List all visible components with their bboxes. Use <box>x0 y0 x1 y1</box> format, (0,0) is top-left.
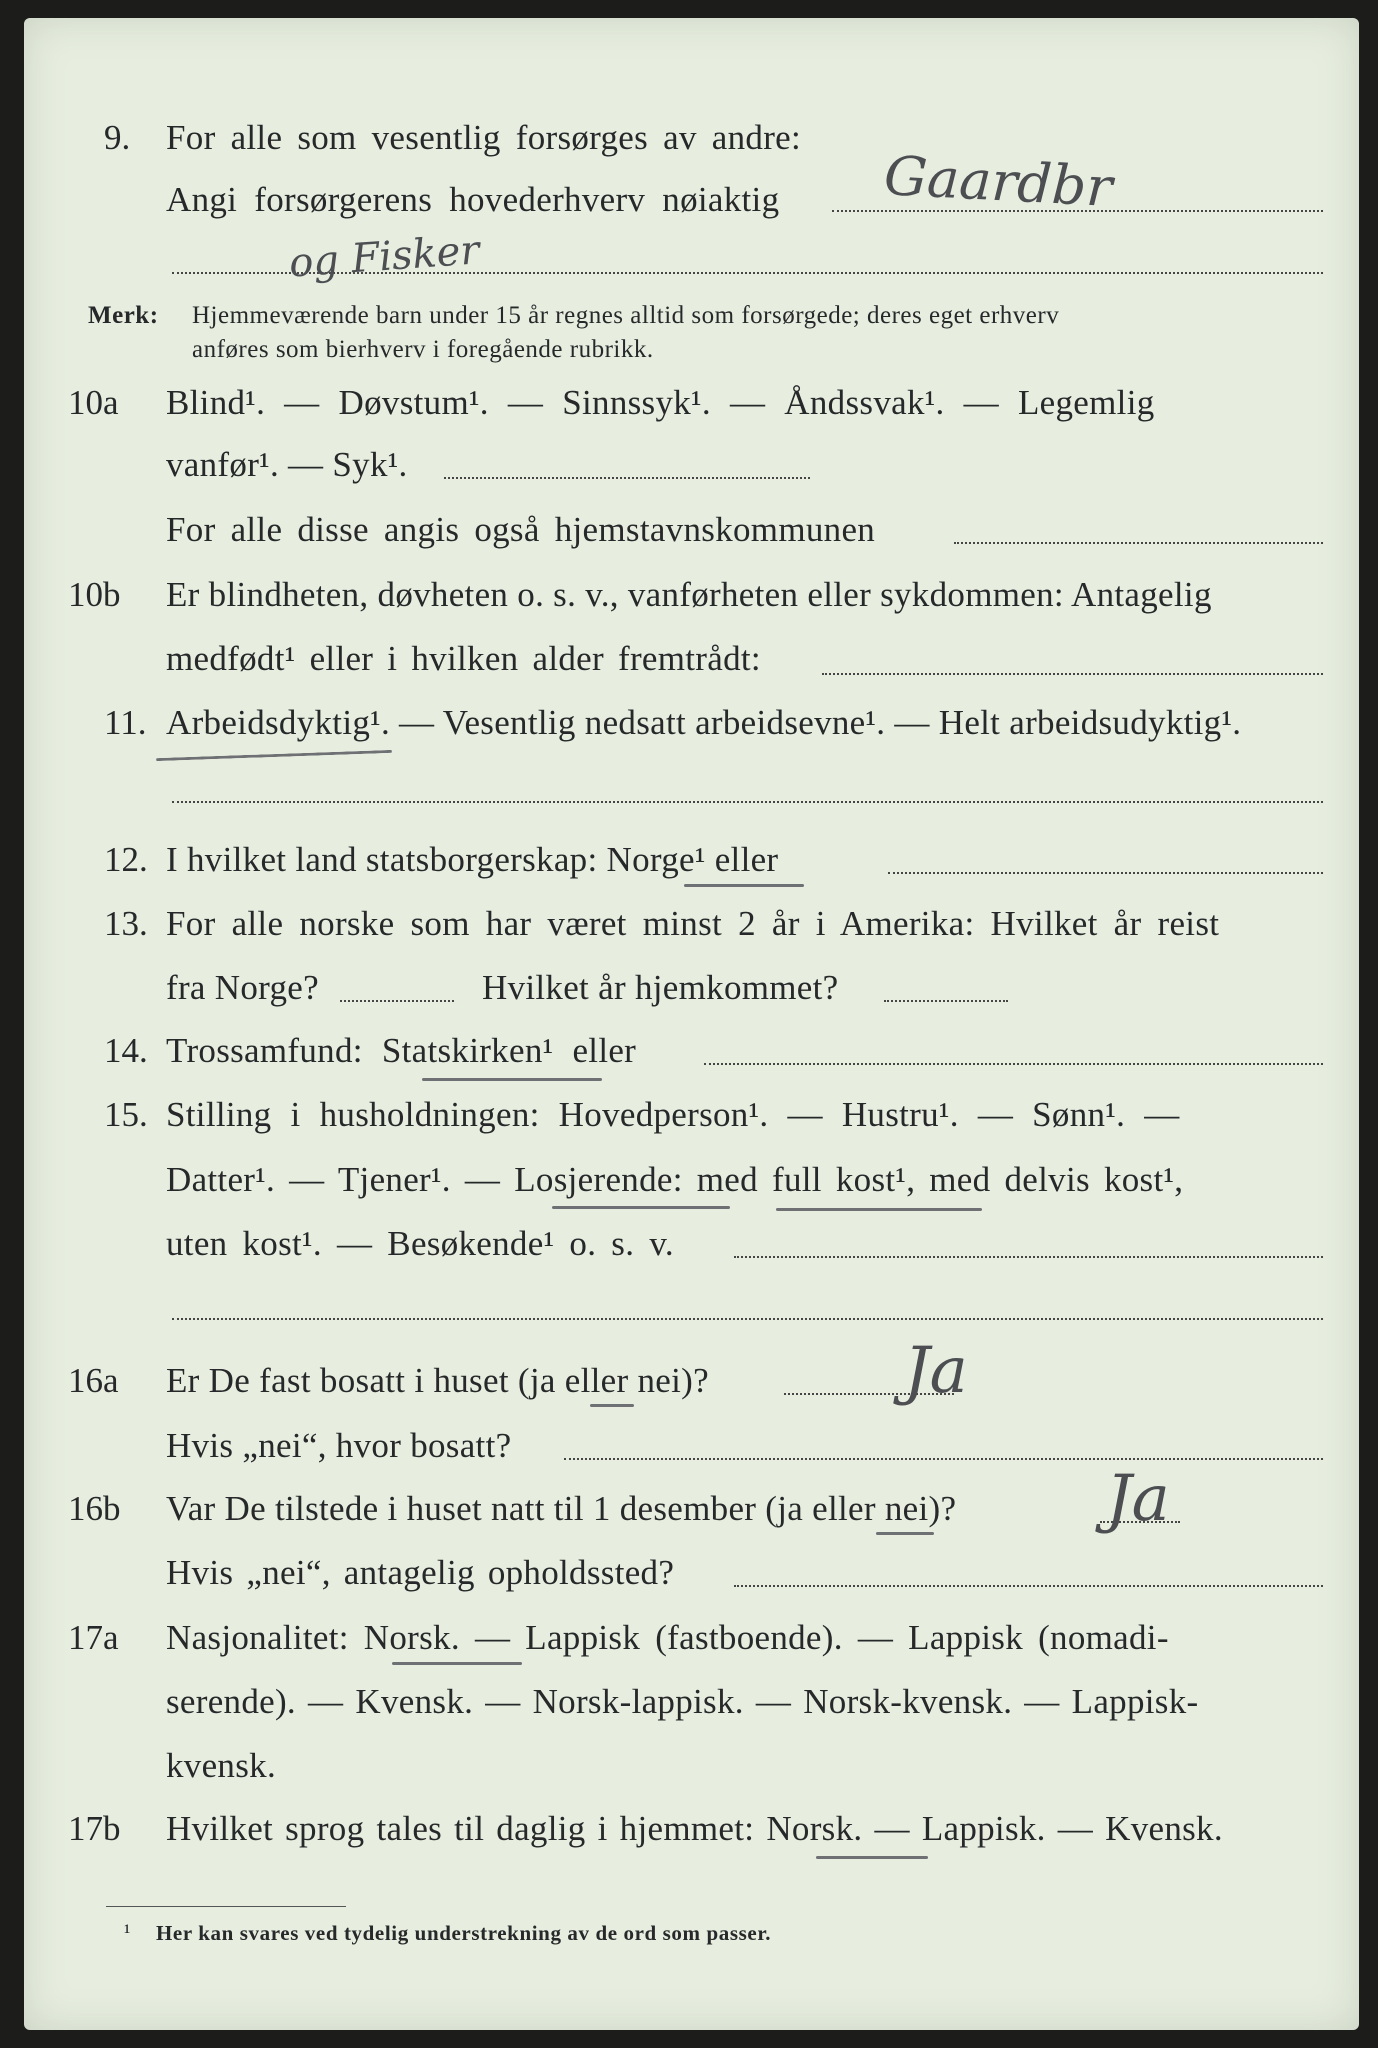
q16b-handwritten-answer: Ja <box>1106 1462 1170 1536</box>
footnote-rule <box>106 1906 346 1907</box>
q11-number: 11. <box>104 703 147 742</box>
q15-number: 15. <box>104 1095 148 1134</box>
q17a-line2: serende). — Kvensk. — Norsk-lappisk. — Norsk-kvensk. — Lappisk- <box>166 1682 1199 1721</box>
q13-line1: For alle norske som har været minst 2 år i Amerika: Hvilket år reist <box>166 904 1220 943</box>
q10b-line1: Er blindheten, døvheten o. s. v., vanførheten eller sykdommen: Antagelig <box>166 575 1212 614</box>
q10a-syk-line <box>444 477 810 479</box>
q13-line2a: fra Norge? <box>166 968 319 1007</box>
q9-handwritten-answer1: Gaardbr <box>882 144 1114 219</box>
q17b-number: 17b <box>68 1809 121 1848</box>
q15-line2: Datter¹. — Tjener¹. — Losjerende: med full kost¹, med delvis kost¹, <box>166 1160 1184 1199</box>
q14-answer-line <box>704 1063 1323 1065</box>
q10b-line2: medfødt¹ eller i hvilken alder fremtrådt: <box>166 639 761 678</box>
q16b-ja-underline <box>876 1532 934 1535</box>
q16a-line1: Er De fast bosatt i huset (ja eller nei)? <box>166 1361 709 1400</box>
q9-number: 9. <box>104 118 131 157</box>
q14-number: 14. <box>104 1031 148 1070</box>
q10b-number: 10b <box>68 575 121 614</box>
q10a-number: 10a <box>68 383 119 422</box>
q17a-line3: kvensk. <box>166 1746 277 1785</box>
q14-line1: Trossamfund: Statskirken¹ eller <box>166 1031 637 1070</box>
q16b-line2: Hvis „nei“, antagelig opholdssted? <box>166 1553 675 1592</box>
q15-answer-line <box>734 1256 1323 1258</box>
q14-statskirken-underline <box>422 1078 602 1081</box>
q10a-line1: Blind¹. — Døvstum¹. — Sinnssyk¹. — Åndssvak¹. — Legemlig <box>166 383 1155 422</box>
q9-line1: For alle som vesentlig forsørges av andre: <box>166 118 802 157</box>
q17a-line1: Nasjonalitet: Norsk. — Lappisk (fastboende). — Lappisk (nomadi- <box>166 1618 1169 1657</box>
q12-line1: I hvilket land statsborgerskap: Norge¹ eller <box>166 840 779 879</box>
q17a-number: 17a <box>68 1618 119 1657</box>
q16a-bosatt-line <box>564 1458 1323 1460</box>
q11-arbeidsdyktig-underline <box>156 750 392 761</box>
q15-extra-line <box>172 1318 1323 1320</box>
q16b-line1: Var De tilstede i huset natt til 1 desember (ja eller nei)? <box>166 1489 957 1528</box>
merk-line1: Hjemmeværende barn under 15 år regnes alltid som forsørgede; deres eget erhverv <box>192 302 1060 329</box>
q10a-hjemstavn-line <box>954 542 1323 544</box>
q16a-ja-underline <box>590 1404 634 1407</box>
q16b-opholdssted-line <box>734 1585 1323 1587</box>
merk-label: Merk: <box>88 302 159 329</box>
q11-line1: Arbeidsdyktig¹. — Vesentlig nedsatt arbeidsevne¹. — Helt arbeidsudyktig¹. <box>166 703 1242 742</box>
q15-line1: Stilling i husholdningen: Hovedperson¹. — Hustru¹. — Sønn¹. — <box>166 1095 1180 1134</box>
q16b-number: 16b <box>68 1489 121 1528</box>
footnote-text: Her kan svares ved tydelig understrekning av de ord som passer. <box>156 1921 772 1945</box>
q13-line2b: Hvilket år hjemkommet? <box>482 968 839 1007</box>
q15-losjerende-underline <box>552 1206 730 1209</box>
q10a-line2: vanfør¹. — Syk¹. <box>166 445 408 484</box>
merk-line2: anføres som bierhverv i foregående rubrikk. <box>192 336 654 363</box>
q11-answer-line <box>172 801 1323 803</box>
q10b-answer-line <box>822 673 1323 675</box>
q16a-line2: Hvis „nei“, hvor bosatt? <box>166 1426 512 1465</box>
q9-handwritten-answer2: og Fisker <box>287 227 481 287</box>
q13-hjemkommet-line <box>884 1000 1008 1002</box>
q15-line3: uten kost¹. — Besøkende¹ o. s. v. <box>166 1224 674 1263</box>
q17a-norsk-underline <box>392 1662 522 1665</box>
footnote-mark: ¹ <box>124 1920 131 1944</box>
census-form-page <box>24 18 1359 2030</box>
q15-med-full-kost-underline <box>776 1208 982 1211</box>
q9-line2: Angi forsørgerens hovederhverv nøiaktig <box>166 180 780 219</box>
q12-norge-underline <box>684 884 804 887</box>
q12-answer-line <box>888 872 1323 874</box>
q10a-line3: For alle disse angis også hjemstavnskommunen <box>166 510 876 549</box>
q16a-number: 16a <box>68 1361 119 1400</box>
q17b-line1: Hvilket sprog tales til daglig i hjemmet: Norsk. — Lappisk. — Kvensk. <box>166 1809 1223 1848</box>
q13-reist-line <box>340 1000 454 1002</box>
q17b-norsk-underline <box>816 1856 928 1859</box>
q16a-handwritten-answer: Ja <box>904 1334 968 1408</box>
q13-number: 13. <box>104 904 148 943</box>
q12-number: 12. <box>104 840 148 879</box>
